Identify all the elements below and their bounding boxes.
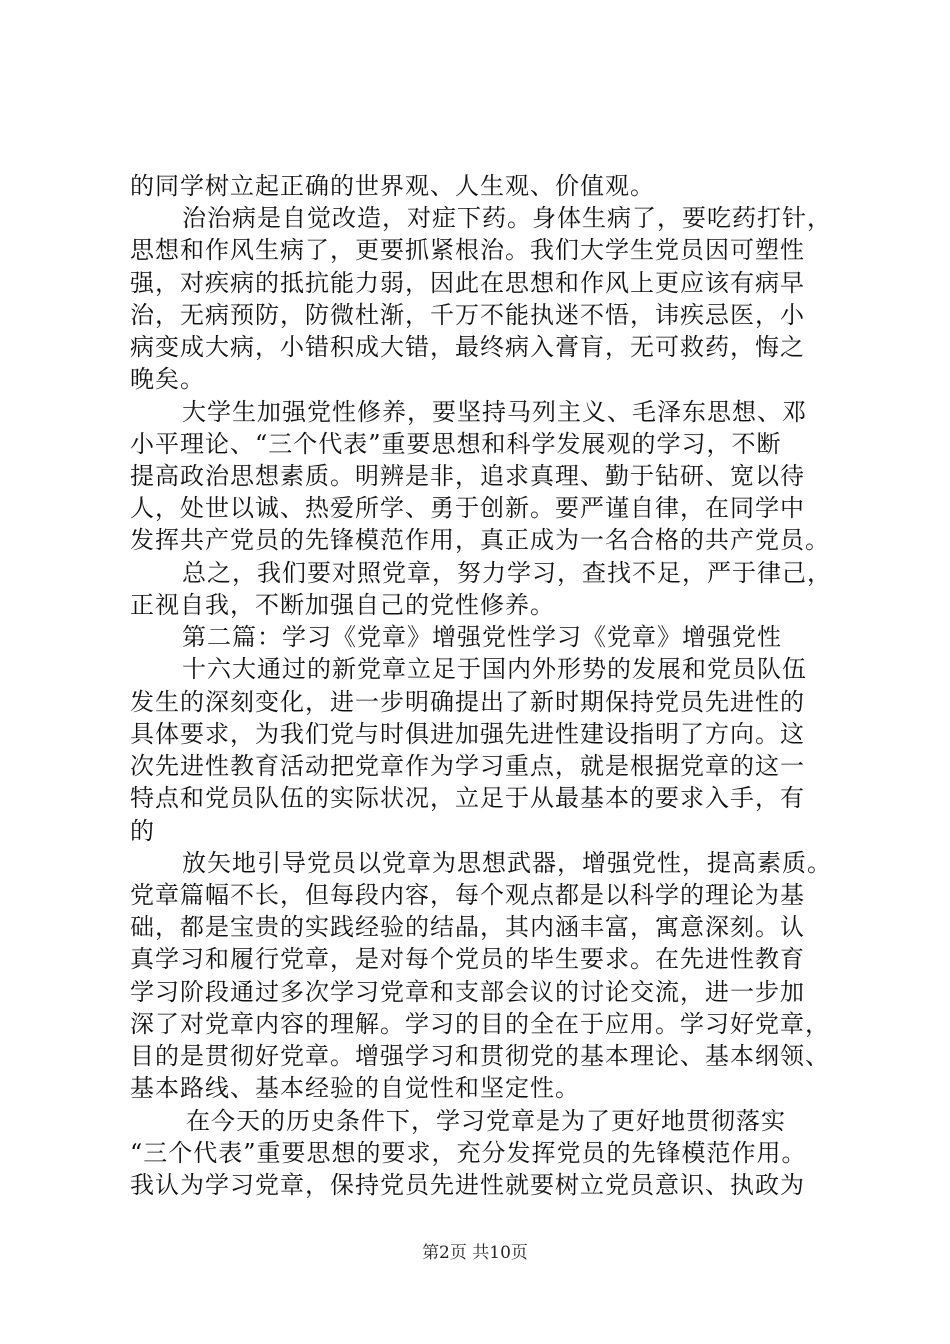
text-line: 发生的深刻变化，进一步明确提出了新时期保持党员先进性的 — [130, 688, 805, 716]
text-line: 目的是贯彻好党章。增强学习和贯彻党的基本理论、基本纲领、 — [130, 1042, 830, 1070]
text-line: 病变成大病，小错积成大错，最终病入膏肓，无可救药，悔之 — [130, 333, 805, 361]
paragraph-start-line: 治治病是自觉改造，对症下药。身体生病了，要吃药打针， — [182, 204, 832, 232]
text-line: 强，对疾病的抵抗能力弱，因此在思想和作风上更应该有病早 — [130, 269, 805, 297]
text-line: 次先进性教育活动把党章作为学习重点，就是根据党章的这一 — [130, 752, 805, 780]
paragraph-start-line: 总之，我们要对照党章，努力学习，查找不足，严于律己， — [182, 559, 832, 587]
text-line: 人，处世以诚、热爱所学、勇于创新。要严谨自律，在同学中 — [130, 494, 805, 522]
section-heading: 第二篇：学习《党章》增强党性学习《党章》增强党性 — [182, 623, 782, 651]
text-line: 特点和党员队伍的实际状况，立足于从最基本的要求入手，有 — [130, 784, 805, 812]
text-line: 的 — [130, 817, 155, 845]
text-line: 治，无病预防，防微杜渐，千万不能执迷不悟，讳疾忌医，小 — [130, 301, 805, 329]
text-line: “三个代表”重要思想的要求，充分发挥党员的先锋模范作用。 — [130, 1139, 807, 1167]
text-line: 晚矣。 — [130, 365, 205, 393]
text-line: 深了对党章内容的理解。学习的目的全在于应用。学习好党章， — [130, 1010, 830, 1038]
text-line: 正视自我，不断加强自己的党性修养。 — [130, 591, 555, 619]
page-number-footer: 第2页 共10页 — [422, 1243, 528, 1263]
text-line: 础，都是宝贵的实践经验的结晶，其内涵丰富，寓意深刻。认 — [130, 913, 805, 941]
text-line: 我认为学习党章，保持党员先进性就要树立党员意识、执政为 — [130, 1171, 805, 1199]
text-line: 思想和作风生病了，更要抓紧根治。我们大学生党员因可塑性 — [130, 236, 805, 264]
text-line: 真学习和履行党章，是对每个党员的毕生要求。在先进性教育 — [130, 945, 805, 973]
text-line: 发挥共产党员的先锋模范作用，真正成为一名合格的共产党员。 — [130, 526, 830, 554]
paragraph-start-line: 放矢地引导党员以党章为思想武器，增强党性，提高素质。 — [182, 849, 832, 877]
text-line: 的同学树立起正确的世界观、人生观、价值观。 — [130, 172, 655, 200]
text-line: 党章篇幅不长，但每段内容，每个观点都是以科学的理论为基 — [130, 881, 805, 909]
paragraph-start-line: 十六大通过的新党章立足于国内外形势的发展和党员队伍 — [182, 655, 807, 683]
paragraph-start-line: 大学生加强党性修养，要坚持马列主义、毛泽东思想、邓 — [182, 398, 807, 426]
text-line: 提高政治思想素质。明辨是非，追求真理、勤于钻研、宽以待 — [130, 462, 805, 490]
paragraph-start-line: 在今天的历史条件下，学习党章是为了更好地贯彻落实 — [186, 1107, 786, 1135]
text-line: 具体要求，为我们党与时俱进加强先进性建设指明了方向。这 — [130, 720, 805, 748]
text-line: 小平理论、“三个代表”重要思想和科学发展观的学习，不断 — [130, 430, 782, 458]
text-line: 基本路线、基本经验的自觉性和坚定性。 — [130, 1074, 580, 1102]
text-line: 学习阶段通过多次学习党章和支部会议的讨论交流，进一步加 — [130, 978, 805, 1006]
